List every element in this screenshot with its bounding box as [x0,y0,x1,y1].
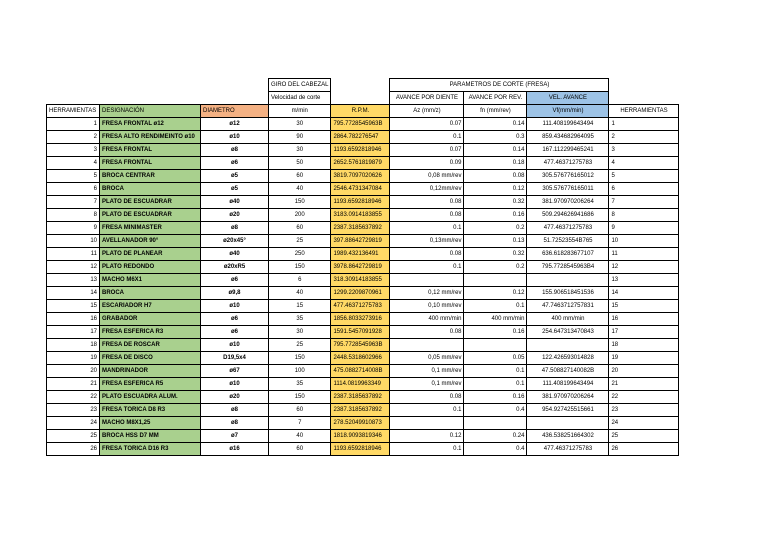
tool-designation: FRESA ALTO RENDIMEINTO ø10 [100,131,201,144]
cutting-speed: 6 [269,274,331,287]
tool-number: 25 [47,430,100,443]
feed-per-rev: 0.2 [464,261,527,274]
cutting-speed: 15 [269,300,331,313]
tool-number: 1 [47,118,100,131]
table-row [47,391,679,404]
cutting-speed: 60 [269,404,331,417]
header-row-3 [47,105,679,118]
rpm-value: 3183.0914183855 [331,209,390,222]
table-row [47,274,679,287]
tool-diameter: ø12 [201,118,269,131]
avance-rev-header: AVANCE POR REV. [464,92,527,105]
az-header: Az (mm/z) [390,105,464,118]
tool-number-right: 2 [609,131,679,144]
rpm-value: 1193.6592818946 [331,144,390,157]
tool-number: 5 [47,170,100,183]
rpm-value: 1114.0819963349 [331,378,390,391]
tool-diameter: ø8 [201,222,269,235]
tool-number: 16 [47,313,100,326]
tool-number-right: 1 [609,118,679,131]
table-row [47,339,679,352]
feed-per-tooth: 0.07 [390,144,464,157]
table-row [47,209,679,222]
tool-diameter: ø10 [201,300,269,313]
feed-per-rev: 0.3 [464,131,527,144]
feed-rate [527,274,609,287]
rpm-value: 2546.4731347084 [331,183,390,196]
feed-per-tooth [390,274,464,287]
table-row [47,157,679,170]
feed-per-tooth [390,417,464,430]
tool-diameter: ø8 [201,404,269,417]
tool-number: 18 [47,339,100,352]
cutting-speed: 150 [269,352,331,365]
table-row [47,248,679,261]
feed-per-rev: 0.2 [464,222,527,235]
table-row [47,118,679,131]
cutting-speed: 250 [269,248,331,261]
rpm-value: 475.0882714008B [331,365,390,378]
herramientas-right-header: HERRAMIENTAS [609,105,679,118]
feed-rate: 51.72523554B765 [527,235,609,248]
tool-designation: BROCA HSS D7 MM [100,430,201,443]
rpm-value: 2652.5761819879 [331,157,390,170]
feed-rate: 47.7463712757831 [527,300,609,313]
table-row [47,417,679,430]
rpm-value: 1193.6592818946 [331,443,390,456]
feed-per-rev [464,417,527,430]
cutting-speed: 25 [269,235,331,248]
diametro-header: DIAMETRO [201,105,269,118]
tool-number: 3 [47,144,100,157]
tool-diameter: ø10 [201,378,269,391]
rpm-value: 795.7728545963B [331,339,390,352]
tool-diameter: ø8 [201,144,269,157]
cutting-speed: 7 [269,417,331,430]
feed-per-rev: 0.18 [464,157,527,170]
mmin-header: m/min [269,105,331,118]
feed-rate: 381.970970206264 [527,196,609,209]
tool-diameter: D19,5x4 [201,352,269,365]
tool-number: 20 [47,365,100,378]
table-row [47,235,679,248]
feed-rate: 436.538251664302 [527,430,609,443]
tool-diameter: ø40 [201,196,269,209]
feed-per-tooth: 400 mm/min [390,313,464,326]
feed-rate: 122.426593014828 [527,352,609,365]
tool-number: 14 [47,287,100,300]
tool-number: 4 [47,157,100,170]
tool-designation: FRESA FRONTAL ø12 [100,118,201,131]
tool-number-right: 18 [609,339,679,352]
cutting-speed: 40 [269,430,331,443]
tool-diameter: ø9,8 [201,287,269,300]
tool-number-right: 26 [609,443,679,456]
tool-diameter: ø8 [201,417,269,430]
rpm-header: R.P.M. [331,105,390,118]
tool-number-right: 8 [609,209,679,222]
tool-number-right: 9 [609,222,679,235]
feed-per-tooth [390,339,464,352]
feed-per-rev: 0.4 [464,443,527,456]
table-row [47,287,679,300]
feed-per-tooth: 0,10 mm/rev [390,300,464,313]
tool-number-right: 3 [609,144,679,157]
table-row [47,430,679,443]
cutting-speed: 150 [269,196,331,209]
tool-number: 22 [47,391,100,404]
feed-per-rev: 0.32 [464,196,527,209]
tool-number-right: 7 [609,196,679,209]
table-row [47,313,679,326]
tool-designation: PLATO DE PLANEAR [100,248,201,261]
cutting-speed: 25 [269,339,331,352]
rpm-value: 1299.2209870961 [331,287,390,300]
tool-designation: GRABADOR [100,313,201,326]
tool-diameter: ø20xR5 [201,261,269,274]
tool-designation: PLATO DE ESCUADRAR [100,196,201,209]
feed-rate: 381.970970206264 [527,391,609,404]
feed-rate: 167.112299465241 [527,144,609,157]
rpm-value: 2448.5318602966 [331,352,390,365]
feed-per-tooth: 0,05 mm/rev [390,352,464,365]
tool-designation: FRESA TORICA D8 R3 [100,404,201,417]
feed-per-rev: 0.16 [464,209,527,222]
tool-designation: FRESA FRONTAL [100,157,201,170]
tool-number-right: 15 [609,300,679,313]
tool-number: 2 [47,131,100,144]
vel-avance-header: VEL. AVANCE [527,92,609,105]
cutting-speed: 150 [269,391,331,404]
rpm-value: 1193.6592818946 [331,196,390,209]
feed-per-rev: 0.13 [464,235,527,248]
rpm-value: 1856.8033273916 [331,313,390,326]
tool-diameter: ø20 [201,391,269,404]
tool-number-right: 24 [609,417,679,430]
feed-per-tooth: 0,13mm/rev [390,235,464,248]
tool-number-right: 16 [609,313,679,326]
feed-per-tooth: 0,1 mm/rev [390,378,464,391]
feed-rate: 636.618283677107 [527,248,609,261]
tool-number-right: 20 [609,365,679,378]
feed-rate: 400 mm/min [527,313,609,326]
tool-number-right: 22 [609,391,679,404]
tool-number: 9 [47,222,100,235]
tool-designation: AVELLANADOR 90° [100,235,201,248]
feed-per-tooth: 0.12 [390,430,464,443]
feed-per-tooth: 0.08 [390,248,464,261]
tool-designation: BROCA [100,183,201,196]
tool-number: 10 [47,235,100,248]
feed-per-rev: 0.32 [464,248,527,261]
table-row [47,443,679,456]
feed-per-rev: 0.1 [464,365,527,378]
feed-rate: 477.46371275783 [527,222,609,235]
tool-number-right: 12 [609,261,679,274]
tool-diameter: ø20x45° [201,235,269,248]
feed-per-tooth: 0.08 [390,196,464,209]
header-row-1 [47,79,679,92]
tool-diameter: ø7 [201,430,269,443]
params-header: PARAMETROS DE CORTE (FRESA) [390,79,609,92]
tool-designation: FRESA ESFERICA R3 [100,326,201,339]
feed-per-rev: 0.05 [464,352,527,365]
vf-header: Vf(mm/min) [527,105,609,118]
feed-per-tooth: 0.08 [390,209,464,222]
cutting-speed: 60 [269,222,331,235]
tool-diameter: ø10 [201,131,269,144]
feed-per-tooth: 0,12mm/rev [390,183,464,196]
cutting-speed: 50 [269,157,331,170]
tool-number-right: 21 [609,378,679,391]
rpm-value: 1818.9093819346 [331,430,390,443]
feed-per-tooth: 0.1 [390,443,464,456]
feed-per-tooth: 0.08 [390,391,464,404]
rpm-value: 2387.3185637892 [331,222,390,235]
tool-designation: MANDRINADOR [100,365,201,378]
feed-per-rev: 0.08 [464,170,527,183]
feed-per-tooth: 0.1 [390,404,464,417]
giro-header: GIRO DEL CABEZAL [269,79,331,92]
feed-per-tooth: 0,1 mm/rev [390,365,464,378]
feed-rate: 305.576776165012 [527,170,609,183]
rpm-value: 318.30914183855 [331,274,390,287]
rpm-value: 795.7728545963B [331,118,390,131]
feed-rate: 305.576776165011 [527,183,609,196]
tool-designation: PLATO REDONDO [100,261,201,274]
herramientas-header: HERRAMIENTAS [47,105,100,118]
tool-designation: FRESA MINIMASTER [100,222,201,235]
feed-rate: 509.294626941686 [527,209,609,222]
feed-per-rev: 400 mm/min [464,313,527,326]
tool-designation: BROCA CENTRAR [100,170,201,183]
tool-diameter: ø6 [201,313,269,326]
tool-number-right: 13 [609,274,679,287]
feed-per-rev: 0.12 [464,287,527,300]
rpm-value: 397.88642729819 [331,235,390,248]
tool-diameter: ø40 [201,248,269,261]
tool-number-right: 25 [609,430,679,443]
tool-number-right: 4 [609,157,679,170]
tool-number-right: 23 [609,404,679,417]
feed-per-tooth: 0.1 [390,222,464,235]
cutting-speed: 30 [269,326,331,339]
tool-number: 11 [47,248,100,261]
rpm-value: 2387.3185637892 [331,404,390,417]
tool-number: 21 [47,378,100,391]
feed-per-tooth: 0.1 [390,261,464,274]
feed-per-rev: 0.16 [464,391,527,404]
tool-number: 7 [47,196,100,209]
tool-diameter: ø20 [201,209,269,222]
feed-per-rev: 0.14 [464,144,527,157]
feed-rate: 47.508827140082B [527,365,609,378]
tool-number: 19 [47,352,100,365]
tool-designation: FRESA ESFERICA R5 [100,378,201,391]
tool-diameter: ø6 [201,326,269,339]
designacion-header: DESIGNACIÓN [100,105,201,118]
cutting-speed: 30 [269,118,331,131]
tool-number: 13 [47,274,100,287]
tool-number-right: 10 [609,235,679,248]
rpm-value: 2864.782276547 [331,131,390,144]
table-row [47,196,679,209]
feed-per-rev: 0.16 [464,326,527,339]
feed-rate: 111.408199643494 [527,378,609,391]
feed-per-tooth: 0,12 mm/rev [390,287,464,300]
tool-number: 26 [47,443,100,456]
tool-designation: FRESA TORICA D16 R3 [100,443,201,456]
feed-per-rev: 0.14 [464,118,527,131]
feed-per-rev: 0.1 [464,378,527,391]
feed-rate [527,339,609,352]
header-row-2 [47,92,679,105]
tool-number: 24 [47,417,100,430]
feed-per-rev: 0.1 [464,300,527,313]
tool-number: 17 [47,326,100,339]
tool-diameter: ø5 [201,183,269,196]
feed-per-tooth: 0.09 [390,157,464,170]
rpm-value: 2387.3185637892 [331,391,390,404]
feed-rate: 477.46371275783 [527,157,609,170]
feed-per-rev: 0.24 [464,430,527,443]
table-body [47,79,679,456]
table-row [47,378,679,391]
tool-designation: FRESA DE ROSCAR [100,339,201,352]
tool-number-right: 5 [609,170,679,183]
tool-table [46,78,679,456]
tool-designation: BROCA [100,287,201,300]
feed-per-rev [464,274,527,287]
tool-number: 6 [47,183,100,196]
feed-per-tooth: 0,08 mm/rev [390,170,464,183]
velocidad-header: Velocidad de corte [269,92,331,105]
feed-per-rev: 0.4 [464,404,527,417]
cutting-speed: 35 [269,313,331,326]
table-row [47,404,679,417]
cutting-speed: 35 [269,378,331,391]
tool-number: 23 [47,404,100,417]
tool-diameter: ø6 [201,274,269,287]
feed-per-tooth: 0.08 [390,326,464,339]
tool-designation: MACHO M6X1 [100,274,201,287]
rpm-value: 1591.5457091928 [331,326,390,339]
tool-diameter: ø6 [201,157,269,170]
rpm-value: 278.52049910873 [331,417,390,430]
feed-rate: 254.647313470843 [527,326,609,339]
feed-rate: 155.906518451536 [527,287,609,300]
table-row [47,365,679,378]
rpm-value: 3978.8642729819 [331,261,390,274]
tool-designation: FRESA DE DISCO [100,352,201,365]
rpm-value: 477.46371275783 [331,300,390,313]
feed-per-rev: 0.12 [464,183,527,196]
tool-number-right: 11 [609,248,679,261]
table-row [47,352,679,365]
cutting-speed: 60 [269,170,331,183]
table-row [47,170,679,183]
rpm-value: 1989.432136491 [331,248,390,261]
cutting-speed: 200 [269,209,331,222]
tool-number-right: 6 [609,183,679,196]
tool-designation: PLATO DE ESCUADRAR [100,209,201,222]
cutting-speed: 60 [269,443,331,456]
tool-number-right: 14 [609,287,679,300]
tool-diameter: ø5 [201,170,269,183]
feed-rate: 954.927425515661 [527,404,609,417]
tool-number-right: 17 [609,326,679,339]
cutting-speed: 30 [269,144,331,157]
table-row [47,261,679,274]
tool-designation: MACHO M8X1,25 [100,417,201,430]
tool-designation: ESCARIADOR H7 [100,300,201,313]
fn-header: fn (mm/rev) [464,105,527,118]
tool-designation: PLATO ESCUADRA ALUM. [100,391,201,404]
feed-rate: 477.46371275783 [527,443,609,456]
rpm-value: 3819.7097020626 [331,170,390,183]
cutting-speed: 100 [269,365,331,378]
feed-rate: 795.7728545963B4 [527,261,609,274]
avance-diente-header: AVANCE POR DIENTE [390,92,464,105]
table-row [47,131,679,144]
table-row [47,300,679,313]
tool-diameter: ø10 [201,339,269,352]
tool-designation: FRESA FRONTAL [100,144,201,157]
tool-diameter: ø67 [201,365,269,378]
feed-per-tooth: 0.1 [390,131,464,144]
feed-per-tooth: 0.07 [390,118,464,131]
cutting-speed: 150 [269,261,331,274]
table-row [47,222,679,235]
feed-per-rev [464,339,527,352]
tool-number-right: 19 [609,352,679,365]
feed-rate [527,417,609,430]
tool-number: 12 [47,261,100,274]
cutting-speed: 90 [269,131,331,144]
feed-rate: 859.434682964095 [527,131,609,144]
tool-number: 15 [47,300,100,313]
table-row [47,183,679,196]
cutting-speed: 40 [269,287,331,300]
feed-rate: 111.408199643494 [527,118,609,131]
tool-number: 8 [47,209,100,222]
table-row [47,144,679,157]
table-row [47,326,679,339]
cutting-speed: 40 [269,183,331,196]
tool-diameter: ø16 [201,443,269,456]
